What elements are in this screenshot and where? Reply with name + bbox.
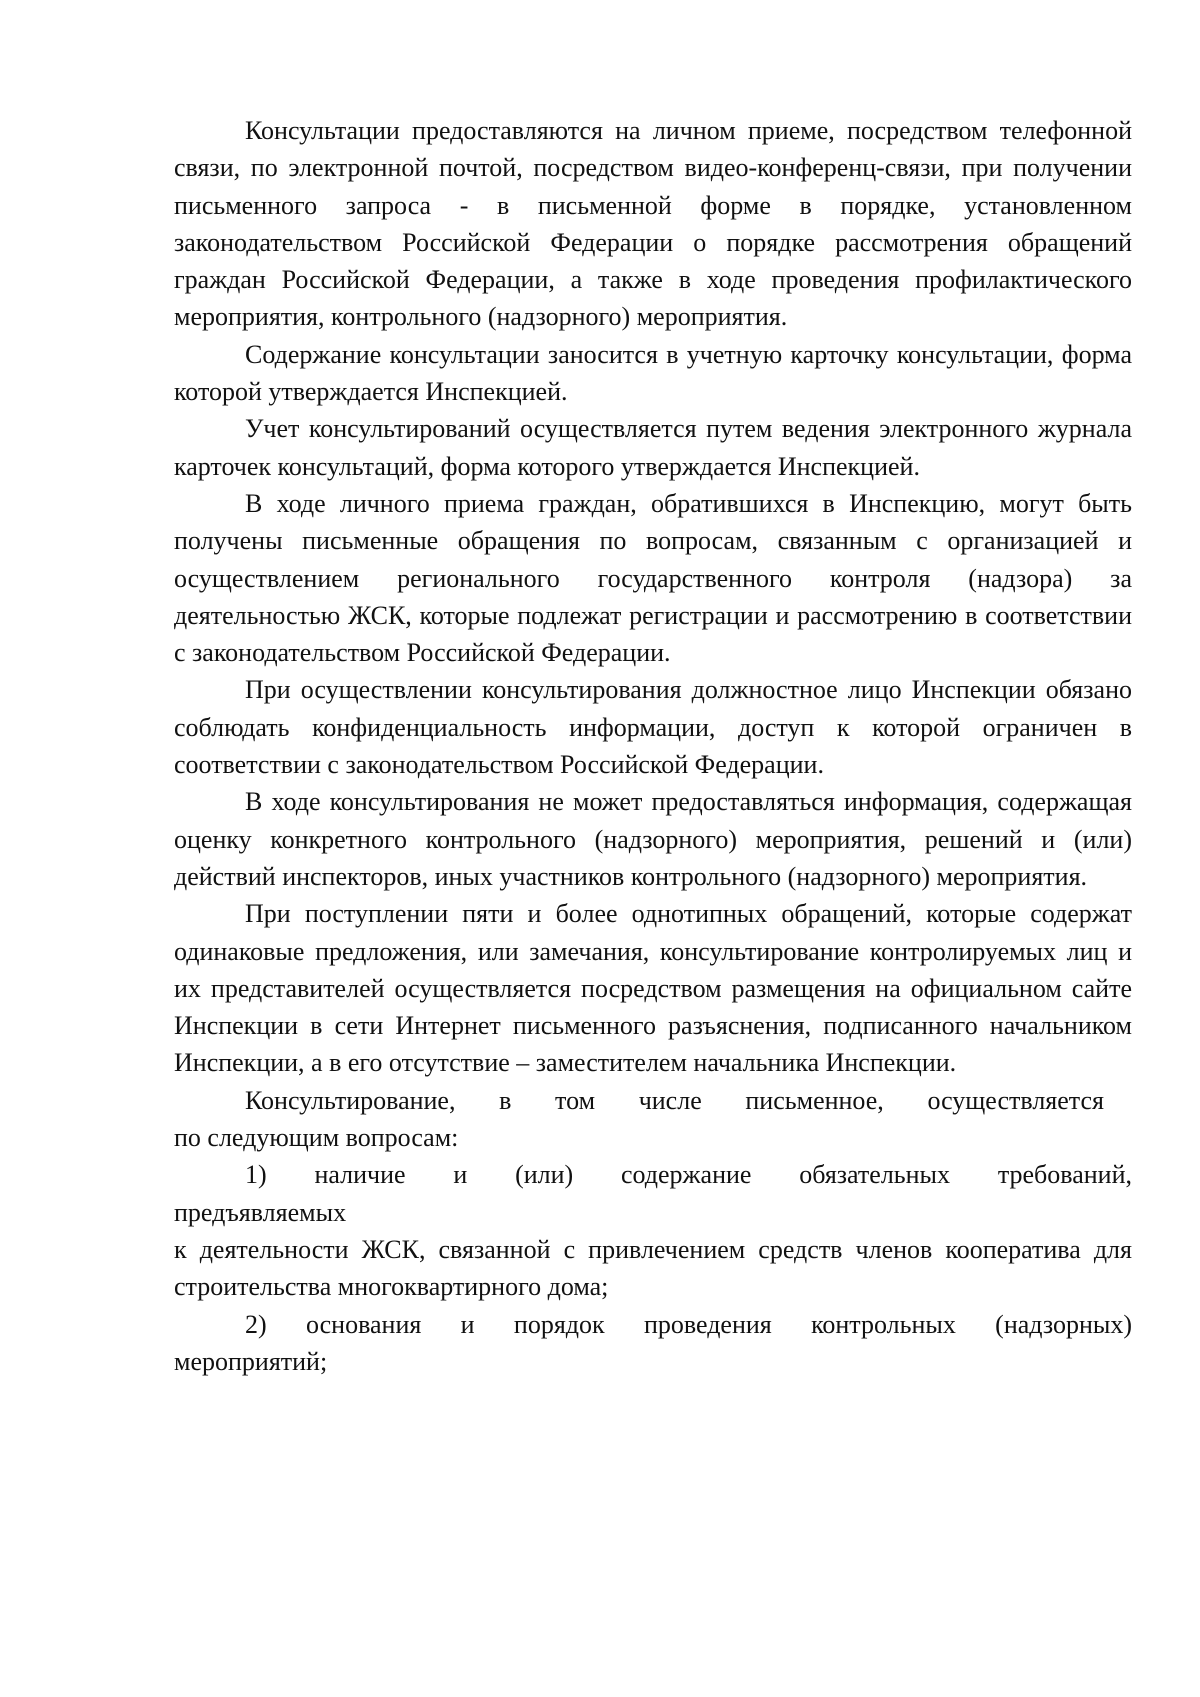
list-item <box>174 1306 1132 1381</box>
paragraph-consultation-topics-intro <box>174 1082 1132 1157</box>
list-item-continuation: к деятельности ЖСК, связанной с привлечением средств членов кооператива для строительства многоквартирного дома; <box>174 1234 1132 1302</box>
paragraph-personal-reception: В ходе личного приема граждан, обратившихся в Инспекцию, могут быть получены письменные обращения по вопросам, связанным с организацией и осуществлением регионального государственного контроля (надзора) за деятельностью ЖСК, которые подлежат регистрации и рассмотрению в соответствии с законодательством Российской Федерации. <box>174 488 1132 668</box>
paragraph-restrictions: В ходе консультирования не может предоставляться информация, содержащая оценку конкретного контрольного (надзорного) мероприятия, решений и (или) действий инспекторов, иных участников контрольного (надзорного) мероприятия. <box>174 787 1132 891</box>
paragraph-multiple-appeals: При поступлении пяти и более однотипных обращений, которые содержат одинаковые предложения, или замечания, консультирование контролируемых лиц и их представителей осуществляется посредством размещения на официальном сайте Инспекции в сети Интернет письменного разъяснения, подписанного начальником Инспекции, а в его отсутствие – заместителем начальника Инспекции. <box>174 899 1132 1078</box>
document-body <box>174 112 1132 1380</box>
paragraph-consultation-forms: Консультации предоставляются на личном приеме, посредством телефонной связи, по электронной почтой, посредством видео-конференц-связи, при получении письменного запроса - в письменной форме в порядке, установленном законодательством Российской Федерации о порядке рассмотрения обращений граждан Российской Федерации, а также в ходе проведения профилактического мероприятия, контрольного (надзорного) мероприятия. <box>174 116 1132 332</box>
consult-intro-tail: по следующим вопросам: <box>174 1123 459 1153</box>
list-item-tail: мероприятий; <box>174 1346 328 1376</box>
paragraph-confidentiality: При осуществлении консультирования должностное лицо Инспекции обязано соблюдать конфиденциальность информации, доступ к которой ограничен в соответствии с законодательством Российской Федерации. <box>174 675 1132 780</box>
list-item-head: 2) основания и порядок проведения контрольных (надзорных) <box>245 1309 1132 1339</box>
paragraph-consultation-card: Содержание консультации заносится в учетную карточку консультации, форма которой утверждается Инспекцией. <box>174 339 1132 407</box>
list-item-tail: предъявляемых <box>174 1197 347 1227</box>
list-item-head: 1) наличие и (или) содержание обязательных требований, <box>245 1160 1132 1190</box>
list-item <box>174 1156 1132 1305</box>
consult-intro-head: Консультирование, в том числе письменное, осуществляется <box>245 1085 1104 1115</box>
paragraph-consultation-journal: Учет консультирований осуществляется путем ведения электронного журнала карточек консультаций, форма которого утверждается Инспекцией. <box>174 414 1132 481</box>
